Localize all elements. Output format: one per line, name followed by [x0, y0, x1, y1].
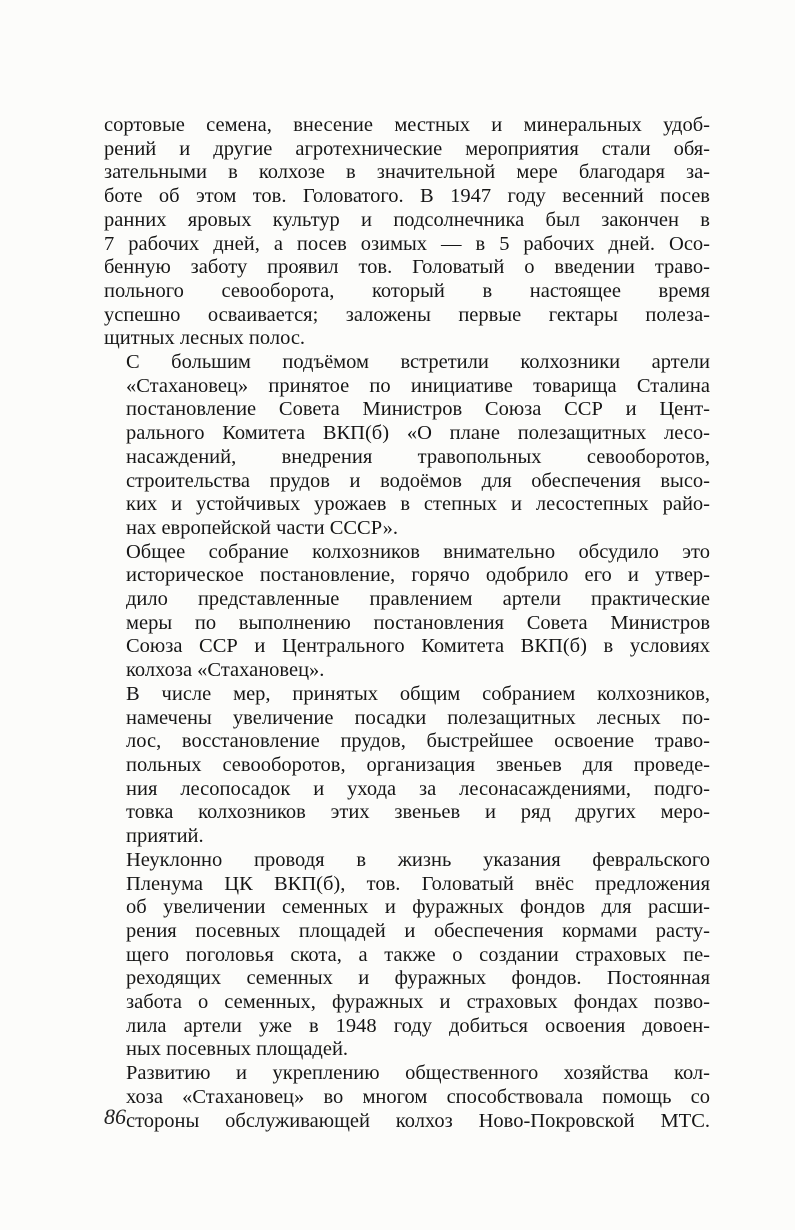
text-line: боте об этом тов. Головатого. В 1947 году весенний посев: [104, 185, 710, 208]
paragraph-4: [104, 683, 710, 849]
text-line: хоза «Стахановец» во многом способствовала помощь со: [126, 1085, 710, 1108]
text-line: товка колхозников этих звеньев и ряд других меро-: [126, 801, 710, 824]
paragraph-3: [104, 541, 710, 683]
text-line: Союза ССР и Центрального Комитета ВКП(б) в условиях: [126, 635, 710, 658]
paragraph-1: [104, 114, 710, 351]
text-line: стороны обслуживающей колхоз Ново-Покровской МТС.: [126, 1109, 710, 1132]
page-number: 86: [104, 1104, 126, 1129]
paragraph-6: [104, 1062, 710, 1133]
text-line: дило представленные правлением артели практические: [126, 588, 710, 611]
text-line: насаждений, внедрения травопольных севооборотов,: [126, 445, 710, 468]
text-line: ния лесопосадок и ухода за лесонасаждениями, подго-: [126, 777, 710, 800]
text-line: постановление Совета Министров Союза ССР и Цент-: [126, 398, 710, 421]
text-line: польного севооборота, который в настоящее время: [104, 279, 710, 302]
text-line: 7 рабочих дней, а посев озимых — в 5 рабочих дней. Осо-: [104, 232, 710, 255]
text-line: щего поголовья скота, а также о создании страховых пе-: [126, 943, 710, 966]
text-line: «Стахановец» принятое по инициативе товарища Сталина: [126, 374, 710, 397]
text-line: щитных лесных полос.: [104, 327, 306, 350]
text-line: Пленума ЦК ВКП(б), тов. Головатый внёс предложения: [126, 872, 710, 895]
text-line: забота о семенных, фуражных и страховых фондах позво-: [126, 991, 710, 1014]
text-line: польных севооборотов, организация звеньев для проведе-: [126, 753, 710, 776]
text-line: ранних яровых культур и подсолнечника был закончен в: [104, 208, 710, 231]
text-line: успешно осваивается; заложены первые гектары полеза-: [104, 303, 710, 326]
text-line: колхоза «Стахановец».: [126, 659, 325, 682]
text-line: сортовые семена, внесение местных и минеральных удоб-: [104, 114, 710, 136]
text-line: Общее собрание колхозников внимательно обсудило это: [126, 540, 710, 563]
text-line: В числе мер, принятых общим собранием колхозников,: [126, 682, 710, 705]
text-line: намечены увеличение посадки полезащитных лесных по-: [126, 706, 710, 729]
text-line: рения посевных площадей и обеспечения кормами расту-: [126, 919, 710, 942]
text-line: меры по выполнению постановления Совета Министров: [126, 611, 710, 634]
text-line: рений и другие агротехнические мероприятия стали обя-: [104, 137, 710, 160]
paragraph-5: [104, 849, 710, 1062]
text-line: нах европейской части СССР».: [126, 516, 398, 539]
text-line: ких и устойчивых урожаев в степных и лесостепных райо-: [126, 493, 710, 516]
text-line: историческое постановление, горячо одобрило его и утвер-: [126, 564, 710, 587]
paragraph-2: [104, 351, 710, 541]
text-line: строительства прудов и водоёмов для обеспечения высо-: [126, 469, 710, 492]
text-line: лила артели уже в 1948 году добиться освоения довоен-: [126, 1014, 710, 1037]
text-line: Развитию и укреплению общественного хозяйства кол-: [126, 1062, 710, 1085]
text-line: реходящих семенных и фуражных фондов. Постоянная: [126, 967, 710, 990]
text-line: зательными в колхозе в значительной мере благодаря за-: [104, 161, 710, 184]
text-line: С большим подъёмом встретили колхозники артели: [126, 351, 710, 374]
text-line: об увеличении семенных и фуражных фондов для расши-: [126, 896, 710, 919]
text-line: Неуклонно проводя в жизнь указания февральского: [126, 848, 710, 871]
page-body: [104, 114, 710, 1133]
text-line: бенную заботу проявил тов. Головатый о введении траво-: [104, 256, 710, 279]
text-line: ных посевных площадей.: [126, 1038, 349, 1061]
text-line: лос, восстановление прудов, быстрейшее освоение траво-: [126, 730, 710, 753]
text-line: рального Комитета ВКП(б) «О плане полезащитных лесо-: [126, 422, 710, 445]
text-line: приятий.: [126, 825, 204, 848]
